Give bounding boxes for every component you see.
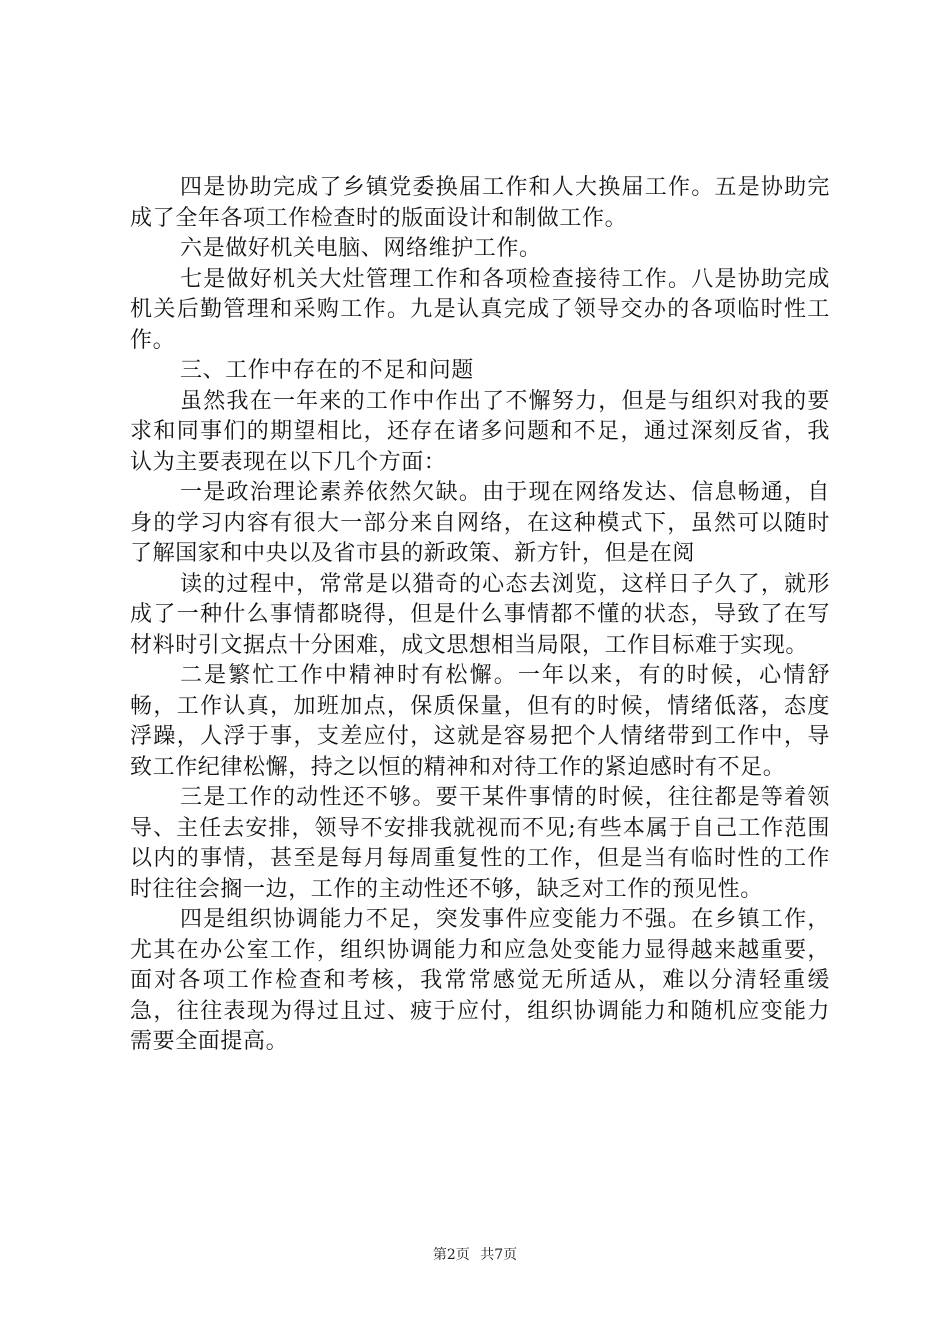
page-number: 第2页	[432, 1247, 470, 1263]
paragraph: 六是做好机关电脑、网络维护工作。	[180, 236, 542, 261]
page-footer	[0, 1244, 950, 1264]
paragraph: 一是政治理论素养依然欠缺。由于现在网络发达、信息畅通，自身的学习内容有很大一部分来自网络，在这种模式下，虽然可以随时了解国家和中央以及省市县的新政策、新方针，但是在阅	[130, 480, 830, 566]
section-heading: 三、工作中存在的不足和问题	[180, 358, 474, 383]
paragraph: 二是繁忙工作中精神时有松懈。一年以来，有的时候，心情舒畅，工作认真，加班加点，保质保量，但有的时候，情绪低落，态度浮躁，人浮于事，支差应付，这就是容易把个人情绪带到工作中，导致工作纪律松懈，持之以恒的精神和对待工作的紧迫感时有不足。	[130, 663, 830, 780]
paragraph: 四是组织协调能力不足，突发事件应变能力不强。在乡镇工作，尤其在办公室工作，组织协调能力和应急处变能力显得越来越重要，面对各项工作检查和考核，我常常感觉无所适从，难以分清轻重缓急，往往表现为得过且过、疲于应付，组织协调能力和随机应变能力需要全面提高。	[130, 907, 830, 1054]
paragraph: 虽然我在一年来的工作中作出了不懈努力，但是与组织对我的要求和同事们的期望相比，还存在诸多问题和不足，通过深刻反省，我认为主要表现在以下几个方面：	[130, 388, 830, 475]
paragraph: 七是做好机关大灶管理工作和各项检查接待工作。八是协助完成机关后勤管理和采购工作。九是认真完成了领导交办的各项临时性工作。	[130, 266, 830, 353]
paragraph: 三是工作的动性还不够。要干某件事情的时候，往往都是等着领导、主任去安排，领导不安排我就视而不见;有些本属于自己工作范围以内的事情，甚至是每月每周重复性的工作，但是当有临时性的工作时往往会搁一边，工作的主动性还不够，缺乏对工作的预见性。	[130, 785, 830, 902]
document-body	[130, 173, 830, 1058]
paragraph: 读的过程中，常常是以猎奇的心态去浏览，这样日子久了，就形成了一种什么事情都晓得，但是什么事情都不懂的状态，导致了在写材料时引文据点十分困难，成文思想相当局限，工作目标难于实现。	[130, 571, 830, 658]
page-total: 共7页	[480, 1247, 518, 1263]
paragraph: 四是协助完成了乡镇党委换届工作和人大换届工作。五是协助完成了全年各项工作检查时的版面设计和制做工作。	[130, 175, 830, 231]
